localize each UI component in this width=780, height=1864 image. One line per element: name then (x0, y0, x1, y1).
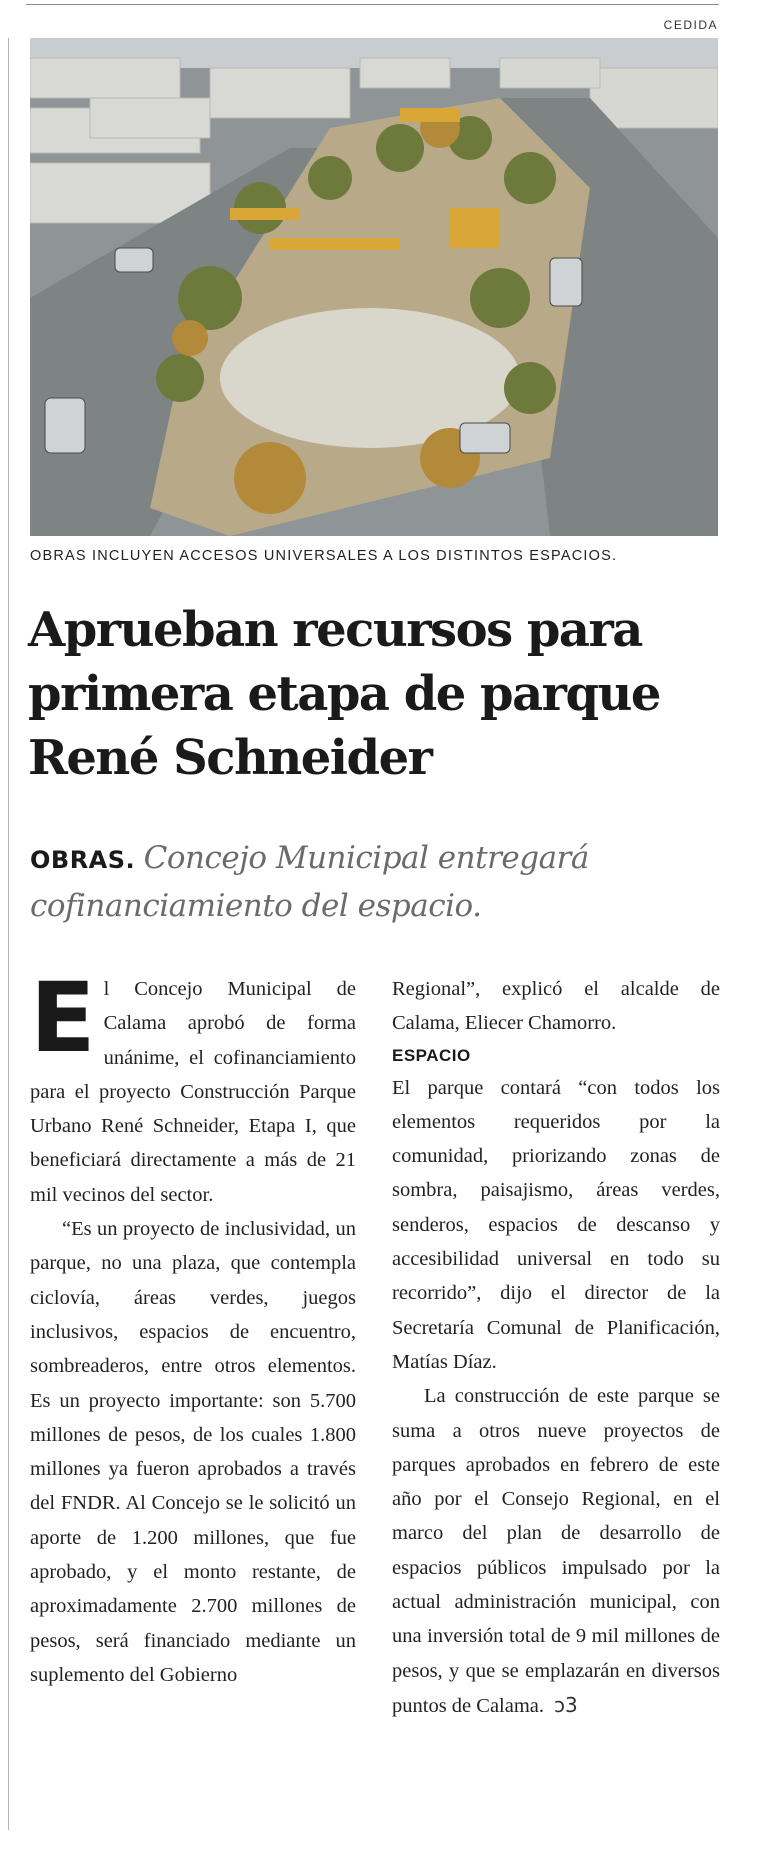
paragraph-1 (30, 962, 356, 1212)
paragraph-3: El parque contará “con todos los elementos requeridos por la comunidad, priorizando zonas de sombra, paisajismo, áreas verdes, senderos, espacios de descanso y accesibilidad universal en todo su recorrido”, dijo el director de la Secretaría Comunal de Planificación, Matías Díaz. (392, 1076, 720, 1373)
park-rendering-photo (30, 38, 718, 536)
deck-kicker: OBRAS. (30, 846, 136, 874)
photo-credit: CEDIDA (663, 18, 718, 32)
drop-cap: E (30, 962, 96, 1074)
deck-text: Concejo Municipal entregará cofinanciamiento del espacio. (30, 840, 589, 924)
paragraph-4 (392, 1379, 720, 1723)
article-column-left (30, 962, 356, 1692)
top-rule (26, 4, 719, 5)
photo-caption: OBRAS INCLUYEN ACCESOS UNIVERSALES A LOS DISTINTOS ESPACIOS. (30, 548, 618, 564)
section-subhead: ESPACIO (392, 1045, 471, 1065)
article-headline: Aprueban recursos para primera etapa de parque René Schneider (28, 602, 660, 786)
article-deck (30, 835, 730, 929)
end-mark-icon: ↄ3 (554, 1692, 578, 1717)
paragraph-1-text: l Concejo Municipal de Calama aprobó de forma unánime, el cofinanciamiento para el proyecto Construcción Parque Urbano René Schneider, Etapa I, que beneficiará directamente a más de 21 mil vecinos del sector. (30, 978, 356, 1206)
article-column-right (392, 972, 720, 1723)
paragraph-2-part-2: Regional”, explicó el alcalde de Calama, Eliecer Chamorro. (392, 978, 720, 1035)
left-column-rule (8, 38, 9, 1830)
paragraph-4-text: La construcción de este parque se suma a otros nueve proyectos de parques aprobados en febrero de este año por el Consejo Regional, en el marco del plan de desarrollo de espacios públicos impulsado por la actual administración municipal, con una inversión total de 9 mil millones de pesos, y que se emplazarán en diversos puntos de Calama. (392, 1385, 720, 1717)
paragraph-2-part-1: “Es un proyecto de inclusividad, un parque, no una plaza, que contempla ciclovía, áreas verdes, juegos inclusivos, espacios de encuentro, sombreaderos, entre otros elementos. Es un proyecto importante: son 5.700 millones de pesos, de los cuales 1.800 millones ya fueron aprobados a través del FNDR. Al Concejo se le solicitó un aporte de 1.200 millones, que fue aprobado, y el monto restante, de aproximadamente 2.700 millones de pesos, será financiado mediante un suplemento del Gobierno (30, 1218, 356, 1686)
park-rendering-illustration (30, 38, 718, 536)
